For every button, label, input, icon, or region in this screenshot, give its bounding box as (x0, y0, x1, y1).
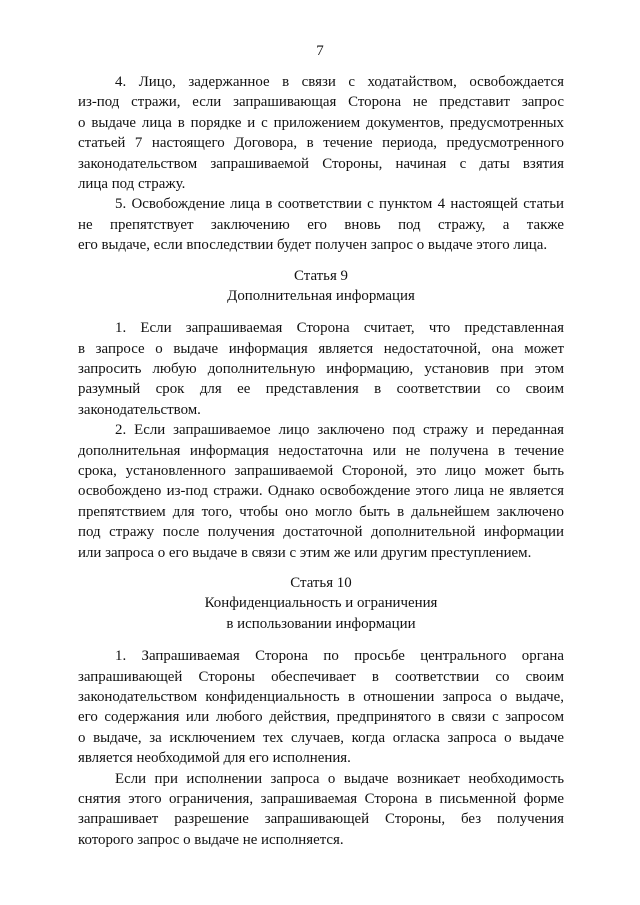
text-line: 1. Запрашиваемая Сторона по просьбе центрального органа (115, 648, 564, 665)
paragraph-clause-4 (78, 72, 564, 194)
spacer (78, 634, 564, 646)
text-line: запрашивает разрешение запрашивающей Стороны, без получения (78, 811, 564, 828)
text-line: снятия этого ограничения, запрашиваемая Сторона в письменной форме (78, 790, 564, 807)
text-line: является необходимой для его исполнения. (78, 750, 351, 767)
article-subtitle: Конфиденциальность и ограничения (204, 595, 438, 612)
text-line: Если при исполнении запроса о выдаче возникает необходимость (115, 770, 564, 787)
article-9-heading (78, 266, 564, 307)
text-line: запросить любую дополнительную информацию, установив при этом (78, 361, 564, 378)
spacer (78, 306, 564, 318)
text-line: препятствием для того, чтобы оно могло быть в дальнейшем заключено (78, 503, 564, 520)
spacer (78, 563, 564, 573)
paragraph-article-9-clause-1 (78, 318, 564, 420)
text-line: 4. Лицо, задержанное в связи с ходатайством, освобождается (115, 74, 564, 90)
article-subtitle: в использовании информации (226, 615, 416, 632)
text-line: дополнительная информация недостаточна или не получена в течение (78, 442, 564, 459)
text-line: законодательством конфиденциальность в отношении запроса о выдаче, (78, 688, 564, 705)
text-line: из-под стражи, если запрашивающая Сторона не представит запрос (78, 94, 564, 111)
text-line: законодательством. (78, 401, 201, 418)
text-line: не препятствует заключению его вновь под стражу, а также (78, 216, 564, 233)
text-line: или запроса о его выдаче в связи с этим же или другим преступлением. (78, 544, 532, 561)
text-line: его выдаче, если впоследствии будет получен запрос о выдаче этого лица. (78, 237, 548, 254)
text-line: освобождено из-под стражи. Однако освобождение этого лица не является (78, 483, 564, 500)
paragraph-article-10-clause-1 (78, 646, 564, 768)
text-line: в запросе о выдаче информация является недостаточной, она может (78, 340, 564, 357)
text-line: 2. Если запрашиваемое лицо заключено под стражу и переданная (115, 422, 564, 439)
paragraph-clause-5 (78, 194, 564, 255)
text-line: 1. Если запрашиваемая Сторона считает, что представленная (115, 320, 564, 337)
paragraph-article-9-clause-2 (78, 420, 564, 563)
text-line: о выдаче лица в порядке и с приложением документов, предусмотренных (78, 114, 564, 131)
document-body (78, 72, 564, 850)
text-line: законодательством запрашиваемой Стороны, начиная с даты взятия (78, 155, 564, 172)
article-title: Статья 10 (290, 574, 352, 591)
text-line: срока, установленного запрашиваемой Стороной, это лицо может быть (78, 463, 564, 480)
text-line: под стражу после получения достаточной дополнительной информации (78, 524, 564, 541)
paragraph-article-10-continuation (78, 769, 564, 851)
text-line: статьей 7 настоящего Договора, в течение периода, предусмотренного (78, 135, 564, 152)
article-subtitle: Дополнительная информация (227, 287, 415, 304)
article-10-heading (78, 573, 564, 634)
article-title: Статья 9 (294, 267, 348, 284)
page-number: 7 (316, 43, 324, 59)
text-line: лица под стражу. (78, 175, 186, 192)
spacer (78, 256, 564, 266)
text-line: запрашивающей Стороны обеспечивает в соответствии со своим (78, 668, 564, 685)
text-line: его содержания или любого действия, предпринятого в связи с запросом (78, 709, 564, 726)
text-line: 5. Освобождение лица в соответствии с пунктом 4 настоящей статьи (115, 196, 564, 213)
text-line: о выдаче, за исключением тех случаев, когда огласка запроса о выдаче (78, 729, 564, 746)
text-line: которого запрос о выдаче не исполняется. (78, 831, 344, 848)
text-line: разумный срок для ее представления в соответствии со своим (78, 381, 564, 398)
